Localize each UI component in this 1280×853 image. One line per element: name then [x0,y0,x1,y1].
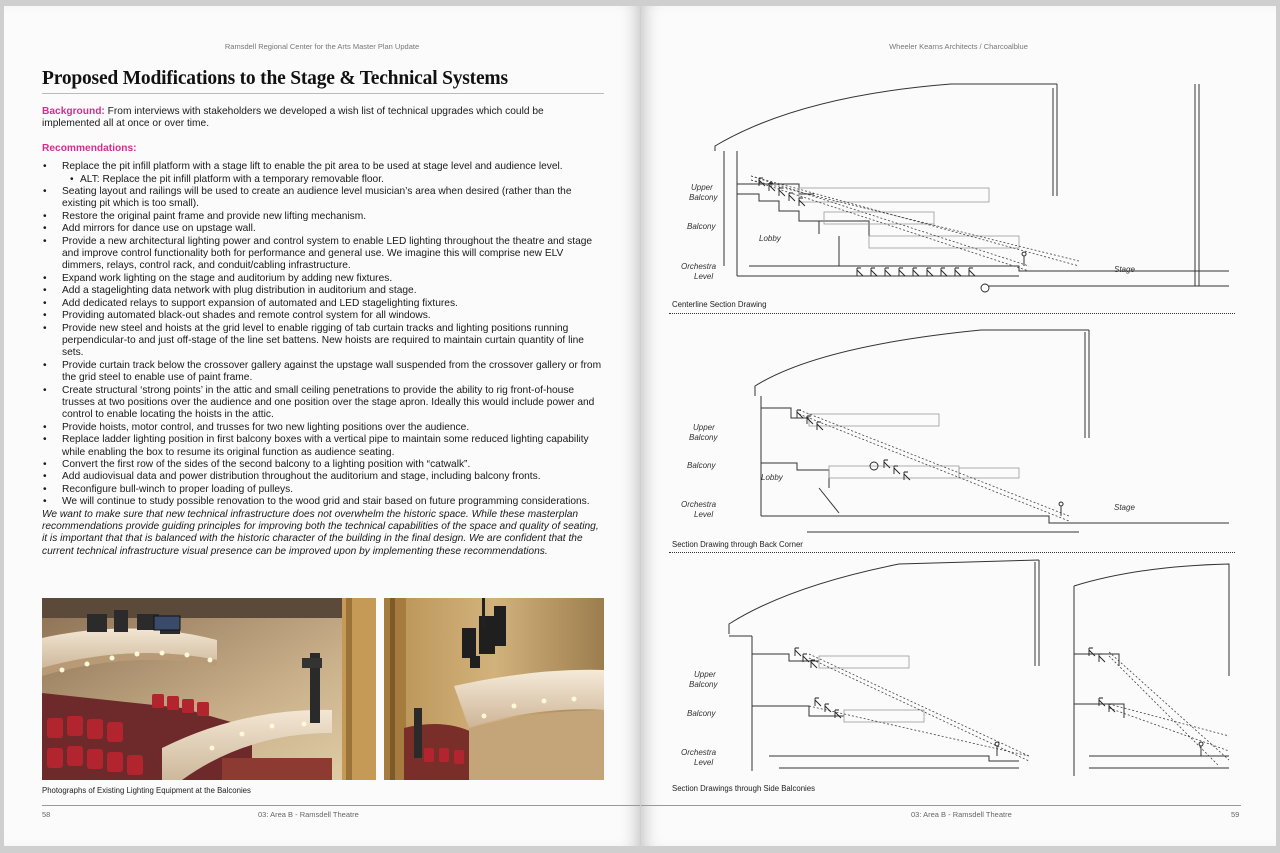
list-item [62,161,604,186]
right-page [641,6,1276,846]
label-balcony: Balcony [687,222,716,231]
back-corner-section-drawing [669,318,1235,538]
list-item: • ALT: Replace the pit infill platform with a temporary removable floor. [80,174,604,186]
centerline-section-drawing [669,76,1235,296]
separator [669,313,1235,314]
separator [669,552,1235,553]
balcony-photo-1 [42,598,376,780]
photo-caption: Photographs of Existing Lighting Equipment at the Balconies [42,786,251,795]
list-item: • Providing automated black-out shades and remote control system for all windows. [62,310,604,322]
list-item: • Provide hoists, motor control, and trusses for two new lighting positions over the audience. [62,422,604,434]
label-upper-balcony-2: Balcony [689,433,718,442]
list-item: • Add a stagelighting data network with plug distribution in auditorium and stage. [62,285,604,297]
list-item: • Create structural ‘strong points’ in the attic and small ceiling penetrations to provide the ability to rig front-of-house trusses at two positions over the audience and one position over the stage apron. Ideally this would include power and control to enable locating the hoists in the attic. [62,385,604,422]
label-orchestra: Orchestra [681,748,717,757]
label-upper-balcony: Upper [694,670,716,679]
label-orchestra-level: Level [694,510,714,519]
label-orchestra-level: Level [694,272,714,281]
balcony-photo-2 [384,598,604,780]
side-balconies-section-drawing [669,556,1235,781]
label-stage: Stage [1114,503,1135,512]
label-upper-balcony-2: Balcony [689,193,718,202]
recommendations-label: Recommendations: [42,142,137,154]
label-lobby: Lobby [759,234,781,243]
background-label: Background: [42,106,105,117]
recommendations-list [42,161,604,508]
caption-side-balconies: Section Drawings through Side Balconies [672,784,816,793]
footer-section-left: 03: Area B - Ramsdell Theatre [258,810,359,819]
list-item: • Expand work lighting on the stage and auditorium by adding new fixtures. [62,273,604,285]
closing-paragraph: We want to make sure that new technical infrastructure does not overwhelm the historic space. While these masterplan recommendations provide guiding principles for improving both the technical capabilities of the space and quality of seating, it is important that that is balanced with the historic character of the building in the final design. We are confident that the current technical infrastructure visual presence can be improved upon by implementing these recommendations. [42,508,599,557]
body-text [42,106,604,570]
background-text: From interviews with stakeholders we developed a wish list of technical upgrades which could be implemented all at once or over time. [42,106,544,130]
list-item: • Add mirrors for dance use on upstage wall. [62,223,604,235]
label-upper-balcony: Upper [691,183,713,192]
list-item: • Restore the original paint frame and provide new lifting mechanism. [62,211,604,223]
label-orchestra-level: Level [694,758,714,767]
footer-rule [641,805,1241,806]
list-item: • Provide a new architectural lighting power and control system to enable LED lighting throughout the theatre and stage and improve control functionality both for performance and general use. We imagine this will comprise new ELV dimmers, relays, control rack, and conduit/cabling infrastructure. [62,236,604,273]
caption-centerline: Centerline Section Drawing [672,300,767,309]
running-head-left: Ramsdell Regional Center for the Arts Master Plan Update [224,42,420,51]
list-item: • Add audiovisual data and power distribution throughout the auditorium and stage, including balcony fronts. [62,471,604,483]
list-item: • Reconfigure bull-winch to proper loading of pulleys. [62,484,604,496]
left-page [4,6,640,846]
background-paragraph [42,106,604,131]
label-upper-balcony: Upper [693,423,715,432]
label-stage: Stage [1114,265,1135,274]
list-item: • We will continue to study possible renovation to the wood grid and stair based on future programming considerations. [62,496,604,508]
sub-list [62,174,604,186]
page-number-left: 58 [42,810,51,819]
label-lobby: Lobby [761,473,783,482]
list-item: • Provide new steel and hoists at the grid level to enable rigging of tab curtain tracks and lighting positions running perpendicular-to and just off-stage of the line set battens. New hoists are required to maintain curtain quantity of line sets. [62,323,604,360]
footer-rule [42,805,640,806]
label-upper-balcony-2: Balcony [689,680,718,689]
list-item-text: Replace the pit infill platform with a stage lift to enable the pit area to be used at stage level and audience level. [62,161,563,173]
label-orchestra: Orchestra [681,262,717,271]
label-orchestra: Orchestra [681,500,717,509]
page-title: Proposed Modifications to the Stage & Technical Systems [42,68,604,94]
list-item: • Replace ladder lighting position in first balcony boxes with a vertical pipe to maintain some reduced lighting capability while enabling the box to resume its original function as audience seating. [62,434,604,459]
label-balcony: Balcony [687,461,716,470]
page-number-right: 59 [1231,810,1240,819]
caption-back-corner: Section Drawing through Back Corner [672,540,803,549]
list-item: • Provide curtain track below the crossover gallery against the upstage wall suspended from the crossover gallery or from the grid steel to enable use of paint frame. [62,360,604,385]
footer-section-right: 03: Area B - Ramsdell Theatre [911,810,1012,819]
list-item: • Add dedicated relays to support expansion of automated and LED stagelighting fixtures. [62,298,604,310]
running-head-right: Wheeler Kearns Architects / Charcoalblue [889,42,1028,51]
label-balcony: Balcony [687,709,716,718]
list-item: • Seating layout and railings will be used to create an audience level musician’s area when desired (rather than the existing pit which is too small). [62,186,604,211]
list-item: • Convert the first row of the sides of the second balcony to a lighting position with “catwalk”. [62,459,604,471]
